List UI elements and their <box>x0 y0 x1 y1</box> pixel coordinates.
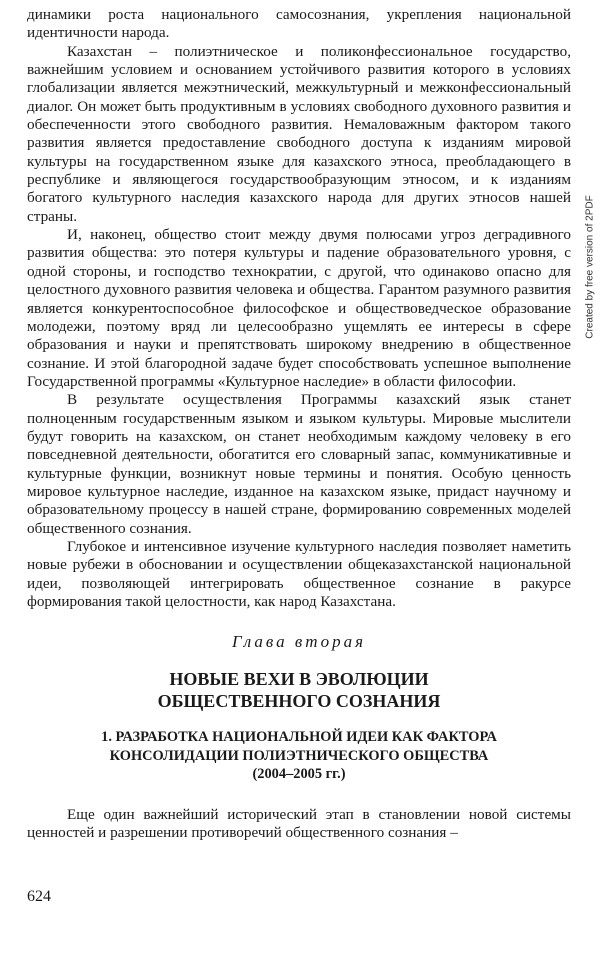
paragraph-cultural-heritage: Глубокое и интенсивное изучение культурного наследия позволяет наметить новые рубежи в обосновании и осуществлении общеказахстанской национальной идеи, позволяющей интегрировать общественное сознание в ракурсе формирования такой целостности, как народ Казахстана. <box>27 537 571 610</box>
section-title-years: (2004–2005 гг.) <box>252 766 346 783</box>
watermark-text <box>583 195 597 339</box>
page-number: 624 <box>27 888 51 905</box>
chapter-title <box>27 668 571 712</box>
section-title-line-2: КОНСОЛИДАЦИИ ПОЛИЭТНИЧЕСКОГО ОБЩЕСТВА <box>109 747 489 764</box>
chapter-title-line-2: ОБЩЕСТВЕННОГО СОЗНАНИЯ <box>157 691 441 712</box>
paragraph-program-results: В результате осуществления Программы казахский язык станет полноценным государственным языком и языком культуры. Мировые мыслители будут говорить на казахском, он станет необходимым каждому человеку в его повседневной деятельности, обогатится его словарный запас, коммуникативные и культурные функции, возникнут новые термины и понятия. Особую ценность мировое культурное наследие, изданное на казахском языке, придаст научному и образовательному процессу в нашей стране, формированию современных моделей общественного сознания. <box>27 391 571 537</box>
paragraph-continuation: динамики роста национального самосознания, укрепления национальной идентичности народа. <box>27 6 571 42</box>
chapter-label: Глава вторая <box>232 632 366 652</box>
paragraph-degradation-threats: И, наконец, общество стоит между двумя полюсами угроз деградивного развития общества: это потеря культуры и падение образовательного уровня, с одной стороны, и господство технократии, с другой, что одинаково опасно для целостного духовного развития человека и общества. Гарантом разумного развития является конкурентоспособное философское и обществоведческое образование молодежи, поэтому вряд ли целесообразно ущемлять ее интересы в сфере образования и науки и препятствовать широкому внедрению в общественное сознание. И этой благородной задаче будет способствовать успешное выполнение Государственной программы «Культурное наследие» в области философии. <box>27 226 571 390</box>
section-title-line-1: 1. РАЗРАБОТКА НАЦИОНАЛЬНОЙ ИДЕИ КАК ФАКТОРА <box>101 729 497 746</box>
paragraph-section-intro: Еще один важнейший исторический этап в становлении новой системы ценностей и разрешении противоречий общественного сознания – <box>27 805 571 842</box>
paragraph-kazakhstan-dialogue: Казахстан – полиэтническое и поликонфессиональное государство, важнейшим условием и основанием устойчивого развития которого в условиях глобализации является межэтнический, межкультурный и межконфессиональный диалог. Он может быть продуктивным в условиях свободного духовного развития и обеспеченности этого свободного развития. Немаловажным фактором такого развития является предоставление свободного доступа к изданиям мировой культуры на государственном языке для казахского этноса, преобладающего в республике и являющегося государствообразующим этносом, и к изданиям богатого культурного наследия казахского народа для других этносов нашей страны. <box>27 42 571 225</box>
section-title <box>27 728 571 784</box>
watermark-label: Created by free version of 2PDF <box>584 195 596 339</box>
page-body <box>27 6 571 843</box>
chapter-title-line-1: НОВЫЕ ВЕХИ В ЭВОЛЮЦИИ <box>169 669 429 690</box>
